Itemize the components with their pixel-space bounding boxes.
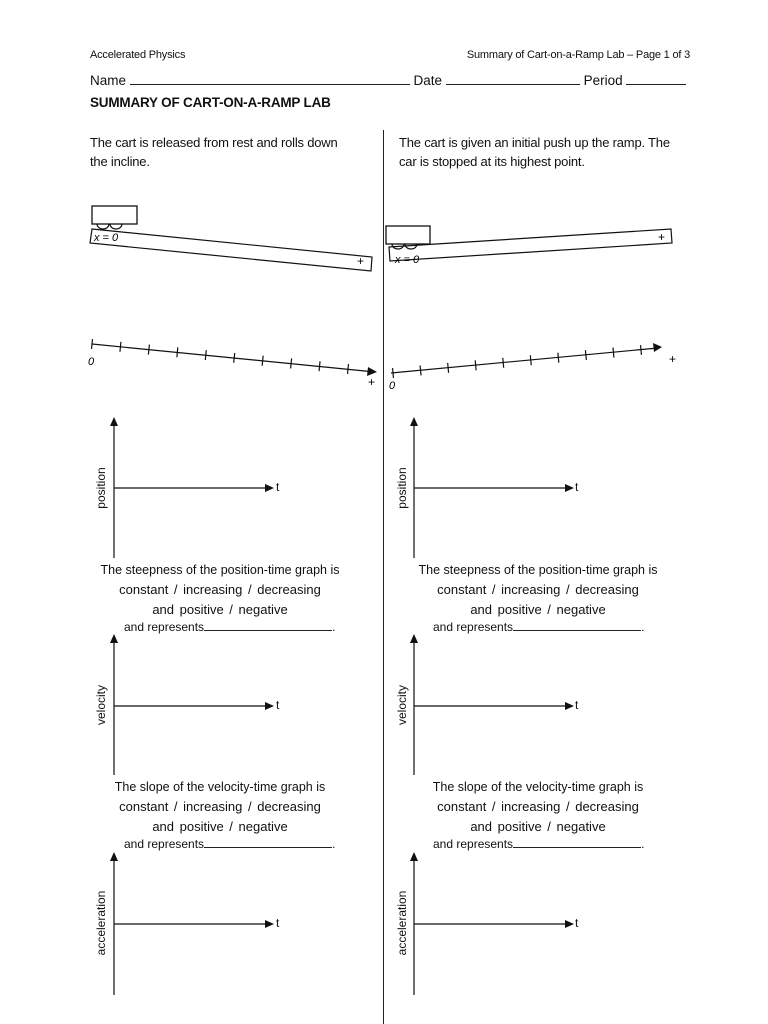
left-velocity-represents-field[interactable] [204,837,332,848]
right-number-line-tick [585,350,586,360]
left-acceleration-t-label: t [276,916,280,930]
left-description: The cart is released from rest and rolls down the incline. [90,135,338,169]
right-position-choices-2[interactable]: and positive / negative [470,602,606,617]
right-acceleration-axes [405,850,580,996]
right-number-line-tick [475,360,476,370]
right-velocity-represents-field[interactable] [513,837,641,848]
left-number-line-tick [319,361,320,371]
left-velocity-represents-label: and represents [124,837,205,851]
name-date-period-row [90,72,686,88]
right-ramp-plus: + [658,230,666,244]
left-position-statement [90,560,350,620]
left-position-intro: The steepness of the position-time graph is [100,563,340,577]
left-velocity-axes [105,632,280,777]
name-label: Name [90,73,127,88]
right-acceleration-t-label: t [575,916,579,930]
right-velocity-t-label: t [575,698,579,712]
page-info: Summary of Cart-on-a-Ramp Lab – Page 1 of 3 [466,49,690,61]
left-number-line-tick [262,356,263,366]
right-velocity-statement [408,777,668,837]
left-velocity-choices-1[interactable]: constant / increasing / decreasing [119,799,321,814]
left-position-represents-label: and represents [124,620,205,634]
right-velocity-represents: and represents . [433,837,645,851]
left-number-line-tick [234,353,235,363]
right-velocity-represents-label: and represents [433,837,514,851]
right-number-line-tick [420,365,421,375]
left-position-choices-2[interactable]: and positive / negative [152,602,288,617]
right-position-represents-field[interactable] [513,620,641,631]
left-cart [92,206,137,229]
right-velocity-choices-2[interactable]: and positive / negative [470,819,606,834]
right-ramp-diagram [383,195,683,395]
right-number-line-tick [641,345,642,355]
left-position-choices-1[interactable]: constant / increasing / decreasing [119,582,321,597]
right-position-statement [408,560,668,620]
left-number-line [92,339,377,376]
right-acceleration-label: acceleration [395,890,409,956]
right-zero-label: 0 [389,380,396,392]
right-number-line-tick [530,355,531,365]
course-name: Accelerated Physics [90,49,186,61]
right-number-line-tick [558,353,559,363]
right-velocity-intro: The slope of the velocity-time graph is [432,780,644,794]
right-position-choices-1[interactable]: constant / increasing / decreasing [437,582,639,597]
left-velocity-choices-2[interactable]: and positive / negative [152,819,288,834]
right-position-intro: The steepness of the position-time graph is [418,563,658,577]
period-field[interactable] [626,72,686,85]
right-number-line-tick [613,348,614,358]
page-title: SUMMARY OF CART-ON-A-RAMP LAB [90,95,331,110]
left-number-line-tick [177,347,178,357]
period-label: Period [583,73,623,88]
right-position-represents: and represents . [433,620,645,634]
left-ramp-diagram [80,195,380,395]
left-number-line-tick [291,358,292,368]
left-velocity-t-label: t [276,698,280,712]
right-position-axes [405,415,580,560]
right-velocity-choices-1[interactable]: constant / increasing / decreasing [437,799,639,814]
right-line-plus: + [669,352,677,366]
left-position-axes [105,415,280,560]
left-number-line-tick [92,339,93,349]
left-line-plus: + [368,375,376,389]
left-number-line-tick [120,342,121,352]
date-field[interactable] [446,72,580,85]
left-velocity-label: velocity [94,685,108,726]
date-label: Date [413,73,443,88]
right-number-line-tick [503,358,504,368]
left-acceleration-axes [105,850,280,996]
right-position-t-label: t [575,480,579,494]
right-number-line-tick [448,363,449,373]
left-number-line-tick [348,364,349,374]
right-number-line [391,343,662,378]
left-position-represents-field[interactable] [204,620,332,631]
left-velocity-intro: The slope of the velocity-time graph is [114,780,326,794]
right-number-line-tick [393,368,394,378]
left-acceleration-label: acceleration [94,890,108,956]
name-field[interactable] [130,72,410,85]
right-origin-label: x = 0 [395,254,420,266]
left-position-label: position [94,467,108,509]
right-position-label: position [395,467,409,509]
left-zero-label: 0 [88,356,95,368]
left-position-t-label: t [276,480,280,494]
left-velocity-represents: and represents . [124,837,336,851]
left-origin-label: x = 0 [94,232,119,244]
left-number-line-tick [148,345,149,355]
left-number-line-tick [205,350,206,360]
left-velocity-statement [90,777,350,837]
left-ramp [90,229,372,271]
right-ramp [389,229,672,261]
right-velocity-axes [405,632,580,777]
left-ramp-plus: + [357,254,365,268]
right-position-represents-label: and represents [433,620,514,634]
left-position-represents: and represents . [124,620,336,634]
right-velocity-label: velocity [395,685,409,726]
right-description: The cart is given an initial push up the ramp. The car is stopped at its highest point. [399,135,670,169]
